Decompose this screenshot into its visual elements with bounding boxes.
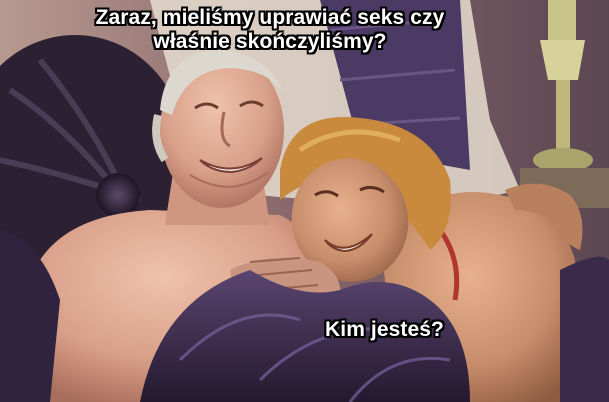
- bottom-caption: Kim jesteś?: [325, 318, 444, 341]
- top-caption-line-1: Zaraz, mieliśmy uprawiać seks czy: [95, 6, 445, 29]
- top-caption: [0, 6, 540, 54]
- purple-sheet-right: [560, 257, 609, 402]
- top-caption-line-2: właśnie skończyliśmy?: [153, 30, 387, 53]
